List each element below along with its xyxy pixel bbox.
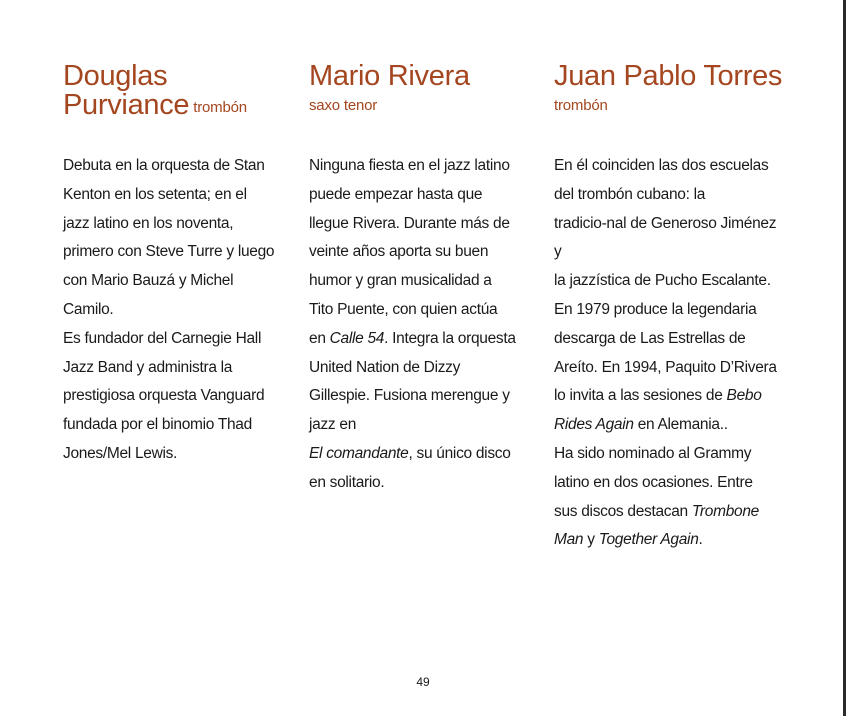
- bio-text: jazz latino en los noventa,: [63, 214, 234, 232]
- bio-line: [309, 354, 545, 383]
- artist-bio: [309, 152, 545, 498]
- bio-line: [554, 296, 800, 325]
- artist-name: [309, 62, 545, 91]
- artist-instrument: trombón: [554, 97, 608, 114]
- artist-name-line-2-text: Purviance: [63, 89, 190, 121]
- bio-italic-title: El comandante: [309, 444, 409, 462]
- bio-text: sus discos destacan: [554, 502, 692, 520]
- bio-text: la jazzística de Pucho Escalante.: [554, 272, 771, 290]
- artist-column-douglas-purviance: [63, 62, 299, 122]
- bio-line: [554, 152, 800, 181]
- bio-line: [63, 354, 299, 383]
- bio-text: . Integra la orquesta: [384, 329, 516, 347]
- bio-line: [554, 354, 800, 383]
- artist-name-line-1: Juan Pablo Torres: [554, 60, 783, 92]
- bio-italic-title: Calle 54: [329, 329, 385, 347]
- bio-italic-title: Trombone: [691, 502, 759, 520]
- bio-line: [554, 526, 800, 555]
- bio-text: latino en dos ocasiones. Entre: [554, 473, 753, 491]
- bio-italic-title: Man: [554, 531, 584, 549]
- bio-line: [63, 210, 299, 239]
- bio-text: En 1979 produce la legendaria: [554, 300, 757, 318]
- bio-line: [63, 267, 299, 296]
- page-number: 49: [416, 675, 430, 689]
- bio-line: [63, 152, 299, 181]
- bio-line: [554, 325, 800, 354]
- bio-text: Ha sido nominado al Grammy: [554, 444, 752, 462]
- bio-text: descarga de Las Estrellas de: [554, 329, 746, 347]
- bio-text: llegue Rivera. Durante más de: [309, 214, 510, 232]
- bio-italic-title: Rides Again: [554, 416, 634, 434]
- bio-text: Es fundador del Carnegie Hall: [63, 329, 262, 347]
- bio-text: Jones/Mel Lewis.: [63, 444, 178, 462]
- artist-name: [63, 62, 299, 122]
- bio-line: [554, 411, 800, 440]
- bio-line: [309, 210, 545, 239]
- bio-text: del trombón cubano: la: [554, 185, 706, 203]
- bio-text: Gillespie. Fusiona merengue y: [309, 387, 510, 405]
- bio-text: Ninguna fiesta en el jazz latino: [309, 157, 510, 174]
- bio-text: y: [583, 531, 599, 549]
- bio-line: [63, 181, 299, 210]
- artist-column-juan-pablo-torres: [554, 62, 794, 114]
- bio-text: Debuta en la orquesta de Stan: [63, 157, 265, 174]
- bio-line: [63, 382, 299, 411]
- bio-line: [63, 238, 299, 267]
- bio-line: [309, 440, 545, 469]
- bio-text: puede empezar hasta que: [309, 185, 483, 203]
- bio-text: En él coinciden las dos escuelas: [554, 157, 769, 174]
- bio-text: fundada por el binomio Thad: [63, 416, 252, 434]
- bio-line: [63, 440, 299, 469]
- bio-line: [554, 382, 800, 411]
- bio-text: Kenton en los setenta; en el: [63, 185, 247, 203]
- bio-line: [309, 325, 545, 354]
- bio-text: United Nation de Dizzy: [309, 358, 461, 376]
- bio-text: tradicio-nal de Generoso Jiménez: [554, 214, 777, 232]
- bio-line: [309, 181, 545, 210]
- bio-text: , su único disco: [408, 444, 511, 462]
- artist-bio: [554, 152, 800, 555]
- bio-line: [63, 325, 299, 354]
- bio-line: [63, 411, 299, 440]
- bio-text: en solitario.: [309, 473, 385, 491]
- bio-line: [309, 152, 545, 181]
- artist-bio: [63, 152, 299, 469]
- artist-instrument: trombón: [193, 99, 247, 116]
- artist-instrument: saxo tenor: [309, 97, 378, 114]
- bio-line: [554, 469, 800, 498]
- artist-name-line-2: [63, 91, 299, 122]
- bio-text: con Mario Bauzá y Michel: [63, 272, 234, 290]
- bio-text: Tito Puente, con quien actúa: [309, 300, 498, 318]
- artist-name-line-1: Mario Rivera: [309, 60, 470, 92]
- bio-text: en Alemania..: [633, 416, 728, 434]
- bio-line: [309, 411, 545, 440]
- bio-line: [63, 296, 299, 325]
- bio-line: [554, 440, 800, 469]
- artist-column-mario-rivera: [309, 62, 545, 114]
- bio-text: jazz en: [309, 416, 357, 434]
- bio-text: Areíto. En 1994, Paquito D’Rivera: [554, 358, 777, 376]
- bio-text: lo invita a las sesiones de: [554, 387, 727, 405]
- bio-text: Camilo.: [63, 300, 114, 318]
- bio-line: [554, 181, 800, 210]
- bio-text: Jazz Band y administra la: [63, 358, 233, 376]
- bio-text: y: [554, 243, 562, 261]
- bio-line: [554, 210, 800, 239]
- bio-italic-title: Bebo: [726, 387, 762, 405]
- bio-line: [309, 382, 545, 411]
- bio-text: veinte años aporta su buen: [309, 243, 489, 261]
- bio-line: [309, 267, 545, 296]
- bio-line: [309, 296, 545, 325]
- bio-italic-title: Together Again: [598, 531, 699, 549]
- bio-text: .: [698, 531, 703, 549]
- bio-text: prestigiosa orquesta Vanguard: [63, 387, 265, 405]
- bio-line: [554, 498, 800, 527]
- bio-line: [554, 238, 800, 267]
- bio-line: [309, 469, 545, 498]
- bio-text: primero con Steve Turre y luego: [63, 243, 275, 261]
- bio-line: [554, 267, 800, 296]
- bio-text: en: [309, 329, 330, 347]
- bio-line: [309, 238, 545, 267]
- artist-name-line-1: Douglas: [63, 60, 168, 92]
- artist-name: [554, 62, 794, 91]
- bio-text: humor y gran musicalidad a: [309, 272, 492, 290]
